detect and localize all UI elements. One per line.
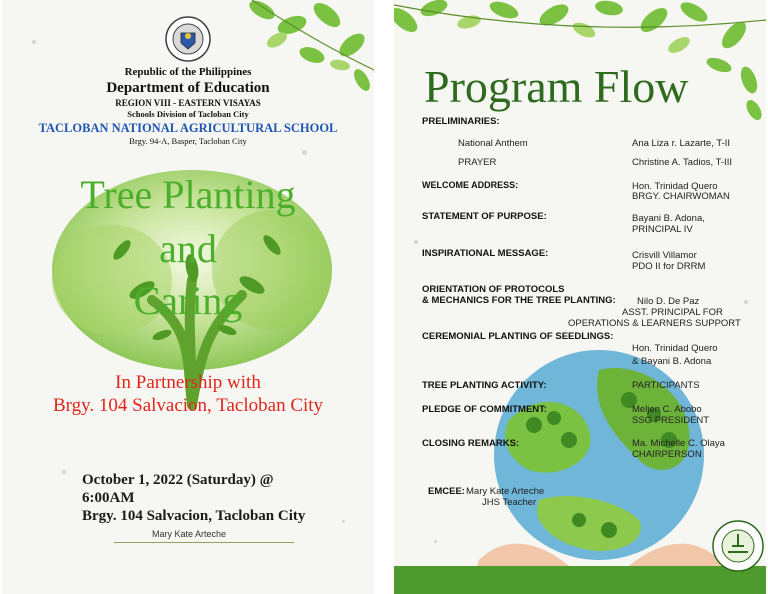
program-item-value: BRGY. CHAIRWOMAN <box>632 191 730 202</box>
event-date-line-1: October 1, 2022 (Saturday) @ <box>82 472 274 488</box>
partnership-line-2: Brgy. 104 Salvacion, Tacloban City <box>52 395 324 416</box>
program-item-value: Crisvill Villamor <box>632 250 697 261</box>
program-item-value: Nilo D. De Paz <box>637 296 700 307</box>
program-item-value: Ma. Michelle C. Olaya <box>632 438 725 449</box>
program-item-label: WELCOME ADDRESS: <box>422 180 519 190</box>
author-name: Mary Kate Arteche <box>152 529 227 539</box>
program-item-label: PRAYER <box>458 157 497 168</box>
program-item-label: CEREMONIAL PLANTING OF SEEDLINGS: <box>422 331 614 342</box>
paper-speck <box>414 240 418 244</box>
preliminaries-heading: PRELIMINARIES: <box>422 116 500 127</box>
program-item-value: Hon. Trinidad Quero <box>632 181 718 192</box>
program-item-value: OPERATIONS & LEARNERS SUPPORT <box>568 318 741 329</box>
event-title-line-2: and <box>159 226 217 271</box>
program-item-label: National Anthem <box>458 138 528 149</box>
program-item-value: SSG PRESIDENT <box>632 415 710 426</box>
program-item-value: PDO II for DRRM <box>632 261 706 272</box>
program-item-value: Meljen C. Abobo <box>632 404 702 415</box>
invitation-cover <box>2 0 374 594</box>
program-item-label: INSPIRATIONAL MESSAGE: <box>422 248 549 259</box>
earth-hands-illustration <box>469 330 729 594</box>
department-heading: Department of Education <box>106 80 270 96</box>
program-flow-title: Program Flow <box>424 61 689 112</box>
program-item-label: ORIENTATION OF PROTOCOLS <box>422 284 565 295</box>
event-title-line-1: Tree Planting <box>80 172 296 217</box>
program-item-label: TREE PLANTING ACTIVITY: <box>422 380 547 391</box>
paper-speck <box>342 520 345 523</box>
program-item-label: STATEMENT OF PURPOSE: <box>422 211 547 222</box>
event-date-line-2: 6:00AM <box>82 490 135 506</box>
program-item-value: Hon. Trinidad Quero <box>632 343 718 354</box>
program-item-value: PRINCIPAL IV <box>632 224 693 235</box>
paper-speck <box>32 40 36 44</box>
divider <box>114 542 294 543</box>
event-title-line-3: Caring <box>133 278 243 323</box>
school-logo-icon <box>712 520 764 572</box>
partnership-line-1: In Partnership with <box>115 372 261 393</box>
school-name: TACLOBAN NATIONAL AGRICULTURAL SCHOOL <box>38 121 338 135</box>
program-item-value: Ana Liza r. Lazarte, T-II <box>632 138 731 149</box>
school-address: Brgy. 94-A, Basper, Tacloban City <box>129 136 247 146</box>
paper-speck <box>744 300 748 304</box>
program-flow-page <box>394 0 766 594</box>
deped-seal-icon <box>165 16 211 62</box>
paper-speck <box>62 470 66 474</box>
emcee-role: JHS Teacher <box>482 497 537 508</box>
program-item-label: & MECHANICS FOR THE TREE PLANTING: <box>422 295 616 306</box>
event-venue: Brgy. 104 Salvacion, Tacloban City <box>82 508 306 524</box>
grass-strip <box>394 566 766 594</box>
program-item-label: CLOSING REMARKS: <box>422 438 520 449</box>
paper-speck <box>434 540 437 543</box>
paper-speck <box>302 150 307 155</box>
program-item-value: Bayani B. Adona, <box>632 213 705 224</box>
republic-heading: Republic of the Philippines <box>124 66 252 78</box>
region-heading: REGION VIII - EASTERN VISAYAS <box>115 98 261 108</box>
program-item-value: ASST. PRINCIPAL FOR <box>622 307 723 318</box>
emcee-name: Mary Kate Arteche <box>466 486 545 497</box>
division-heading: Schools Division of Tacloban City <box>127 109 249 119</box>
program-item-value: PARTICIPANTS <box>632 380 700 391</box>
emcee-label: EMCEE: <box>428 486 465 497</box>
program-item-value: Christine A. Tadios, T-III <box>632 157 732 168</box>
program-item-value: & Bayani B. Adona <box>632 356 712 367</box>
program-item-value: CHAIRPERSON <box>632 449 702 460</box>
program-item-label: PLEDGE OF COMMITMENT: <box>422 404 548 415</box>
